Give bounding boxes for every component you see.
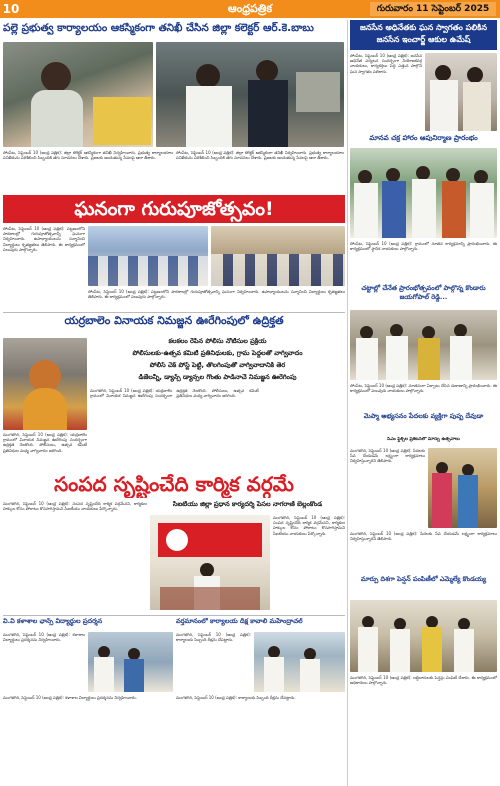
article-body-guru-puja: సోంపేట, సెప్టెంబర్ 10 (ఆంధ్ర పత్రిక): పట్టణంలోని పాఠశాలల్లో గురుపూజోత్సవాన్ని ఘనంగా నిర్వహించారు. ఉపాధ్యాయులను సన్మానించి విద్యార్థులు కృతజ్ఞతలు తెలిపారు. ఈ కార్యక్రమంలో పలువురు పాల్గొన్నారు. — [3, 226, 85, 252]
issue-date: గురువారం 11 సెప్టెంబర్ 2025 — [370, 2, 496, 16]
photo-meppma — [428, 448, 497, 528]
subhead-meppma: సీఎం ఫ్లెక్సీల ప్రకటనలో మార్పు ఉత్సవాలు — [387, 437, 460, 442]
page-number: 10 — [2, 2, 20, 16]
headline-vv-college: వి.వి కళాశాల ఛాన్స్ విద్యార్థుల ప్రదర్శన — [3, 618, 103, 625]
headline-ganesh-tension: యర్రబాలెం వినాయక నిమజ్జన ఊరేగింపులో ఉద్రిక్తత — [64, 315, 284, 327]
article-body-pension: మంగళగిరి, సెప్టెంబర్ 10 (ఆంధ్ర పత్రిక): లబ్ధిదారులకు పెన్షన్లు పంపిణీ చేశారు. ఈ కార్యక్రమంలో అధికారులు పాల్గొన్నారు. — [350, 675, 497, 686]
column-divider — [347, 20, 348, 786]
photo-office-diksha — [254, 632, 345, 692]
article-body-jana-sena: సోంపేట, సెప్టెంబర్ 10 (ఆంధ్ర పత్రిక): జనసేన అధినేత పర్యటన సందర్భంగా నియోజకవర్గ నాయకులు, కార్యకర్తలు పెద్ద ఎత్తున పాల్గొని ఘన స్వాగతం పలికారు. — [350, 53, 422, 74]
article-body-office-diksha-2: మంగళగిరి, సెప్టెంబర్ 10 (ఆంధ్ర పత్రిక): కార్యాలయ సిబ్బంది దీక్షను చేపట్టారు. — [176, 695, 296, 700]
article-body-collector-left: సోంపేట, సెప్టెంబర్ 10 (ఆంధ్ర పత్రిక): జిల్లా కలెక్టర్ ఆకస్మికంగా తనిఖీ నిర్వహించారు. ప్రభుత్వ కార్యాలయాల పనితీరును పరిశీలించి సిబ్బందికి తగు సూచనలు చేశారు. ప్రజలకు అందుతున్న సేవలపై ఆరా తీశారు. — [3, 150, 173, 161]
photo-ganesh-idol — [3, 338, 87, 430]
article-body-chalukya: సోంపేట, సెప్టెంబర్ 10 (ఆంధ్ర పత్రిక): నూతనంగా ఏర్పాటు చేసిన దుకాణాన్ని ప్రారంభించారు. ఈ కార్యక్రమంలో పలువురు నాయకులు పాల్గొన్నారు. — [350, 383, 497, 394]
section-rule-bottom — [3, 615, 345, 616]
photo-collector-inspection-1 — [3, 42, 153, 147]
headline-jana-sena-welcome: జనసేన అధినేతకు ఘన స్వాగతం పలికిన జనసేన ఇంచార్జ్ ఆకుల ఉమేష్ — [360, 23, 487, 44]
article-body-manava: సోంపేట, సెప్టెంబర్ 10 (ఆంధ్ర పత్రిక): గ్రామంలో నూతన కార్యక్రమాన్ని ప్రారంభించారు. ఈ కార్యక్రమంలో స్థానిక నాయకులు పాల్గొన్నారు. — [350, 241, 497, 252]
banner-sampada: సంపద సృష్టించేది కార్మిక వర్గమే — [54, 472, 294, 496]
headline-collector-inspection: పల్లె ప్రభుత్వ కార్యాలయం ఆకస్మికంగా తనిఖీ చేసిన జిల్లా కలెక్టర్ ఆర్.కె.బాబు — [3, 22, 314, 34]
subhead-sampada: సీఐటీయు జిల్లా ప్రధాన కార్యదర్శి పేసల నాగరాణి బెల్లంకొండ — [172, 501, 323, 508]
article-body-meppma-2: మంగళగిరి, సెప్టెంబర్ 10 (ఆంధ్ర పత్రిక): పేదలకు సేవ చేయడమే లక్ష్యంగా కార్యక్రమాలు నిర్వహిస్తున్నారని తెలిపారు. — [350, 531, 497, 542]
article-body-office-diksha: మంగళగిరి, సెప్టెంబర్ 10 (ఆంధ్ర పత్రిక): కార్యాలయ సిబ్బంది దీక్షను చేపట్టారు. — [176, 632, 251, 643]
article-body-ganesh-caption: మంగళగిరి, సెప్టెంబర్ 10 (ఆంధ్ర పత్రిక): యర్రబాలెం గ్రామంలో వినాయక నిమజ్జన ఊరేగింపు సందర్భంగా ఉద్రిక్తత నెలకొంది. పోలీసులు, ఉత్సవ కమిటీ ప్రతినిధుల మధ్య వాగ్వివాదం జరిగింది. — [3, 432, 87, 453]
subhead-ganesh-1: కలకలం రేపిన పోలీసు నోటీసుల ప్రక్రియ — [168, 338, 267, 345]
photo-jana-sena — [425, 53, 497, 131]
photo-collector-inspection-2 — [156, 42, 344, 147]
headline-chalukya: చట్టాల్లో చేనేత ప్రారంభోత్సవంలో పాల్గొన్న కొండారు జయగోపాల్ రెడ్డి... — [361, 284, 486, 301]
banner-guru-puja: ఘనంగా గురుపూజోత్సవం! — [3, 195, 345, 223]
photo-chalukya — [350, 310, 497, 380]
subhead-ganesh-2: పోలీసులకు-ఉత్సవ కమిటీ ప్రతినిధులకు, గ్రామ పెద్దలతో వాగ్వివాదం — [132, 350, 303, 357]
headline-manava: మానవ చక్ర హారం ఆపునిర్మాణ ప్రారంభం — [369, 134, 478, 142]
headline-pension: మార్పు దిశగా పెన్షన్ పంపిణీలో ఎమ్మెల్యే కొండయ్య — [360, 575, 487, 583]
headline-office-diksha: వర్తమానంలో కార్యాలయ దీక్ష కావాలి మహేంద్రాచల్ — [176, 618, 303, 625]
article-body-guru-puja-2: సోంపేట, సెప్టెంబర్ 10 (ఆంధ్ర పత్రిక): పట్టణంలోని పాఠశాలల్లో గురుపూజోత్సవాన్ని ఘనంగా నిర్వహించారు. ఉపాధ్యాయులను సన్మానించి విద్యార్థులు కృతజ్ఞతలు తెలిపారు. ఈ కార్యక్రమంలో పలువురు పాల్గొన్నారు. — [88, 289, 345, 300]
article-body-collector-right: సోంపేట, సెప్టెంబర్ 10 (ఆంధ్ర పత్రిక): జిల్లా కలెక్టర్ ఆకస్మికంగా తనిఖీ నిర్వహించారు. ప్రభుత్వ కార్యాలయాల పనితీరును పరిశీలించి సిబ్బందికి తగు సూచనలు చేశారు. ప్రజలకు అందుతున్న సేవలపై ఆరా తీశారు. — [176, 150, 344, 161]
article-body-meppma: మంగళగిరి, సెప్టెంబర్ 10 (ఆంధ్ర పత్రిక): పేదలకు సేవ చేయడమే లక్ష్యంగా కార్యక్రమాలు నిర్వహిస్తున్నారని తెలిపారు. — [350, 448, 425, 464]
photo-guru-puja-1 — [88, 226, 208, 286]
article-body-sampada-right: మంగళగిరి, సెప్టెంబర్ 10 (ఆంధ్ర పత్రిక): సంపద సృష్టించేది కార్మిక వర్గమేనని, కార్మికుల హక్కుల కోసం పోరాటం కొనసాగిస్తామని సీఐటీయు నాయకులు పేర్కొన్నారు. — [273, 515, 345, 536]
photo-vv-college — [88, 632, 173, 692]
article-body-vv-college: మంగళగిరి, సెప్టెంబర్ 10 (ఆంధ్ర పత్రిక): కళాశాల విద్యార్థులు ప్రదర్శనను నిర్వహించారు. — [3, 632, 85, 643]
photo-pension — [350, 600, 497, 672]
article-body-ganesh: మంగళగిరి, సెప్టెంబర్ 10 (ఆంధ్ర పత్రిక): యర్రబాలెం గ్రామంలో వినాయక నిమజ్జన ఊరేగింపు సందర్భంగా ఉద్రిక్తత నెలకొంది. పోలీసులు, ఉత్సవ కమిటీ ప్రతినిధుల మధ్య వాగ్వివాదం జరిగింది. — [90, 388, 259, 399]
subhead-ganesh-3: పోలీస్ చెక్ పోస్ట్ పెట్టి, తొలగింపుతో వాగ్వివాదానికి తెర — [149, 362, 286, 369]
headline-meppma: మెప్మా అభ్యసనం పేదలకు వ్యక్తిగా పుష్ప దేవుడా — [363, 412, 484, 420]
section-rule — [3, 312, 345, 313]
photo-sampada-meeting — [150, 515, 270, 610]
subhead-ganesh-4: డీజేలన్నీ, డ్యాన్స్ డ్యాన్సల గొంతు పాడినాచే నిమజ్జన ఊరేగింపు — [138, 374, 297, 381]
photo-manava — [350, 148, 497, 238]
article-body-vv-college-2: మంగళగిరి, సెప్టెంబర్ 10 (ఆంధ్ర పత్రిక): కళాశాల విద్యార్థులు ప్రదర్శనను నిర్వహించారు. — [3, 695, 137, 700]
headline-box-jana-sena — [350, 20, 497, 50]
newspaper-logo: ఆంధ్రపత్రిక — [227, 2, 273, 15]
article-body-sampada-left: మంగళగిరి, సెప్టెంబర్ 10 (ఆంధ్ర పత్రిక): సంపద సృష్టించేది కార్మిక వర్గమేనని, కార్మికుల హక్కుల కోసం పోరాటం కొనసాగిస్తామని సీఐటీయు నాయకులు పేర్కొన్నారు. — [3, 501, 147, 512]
photo-guru-puja-2 — [211, 226, 345, 286]
